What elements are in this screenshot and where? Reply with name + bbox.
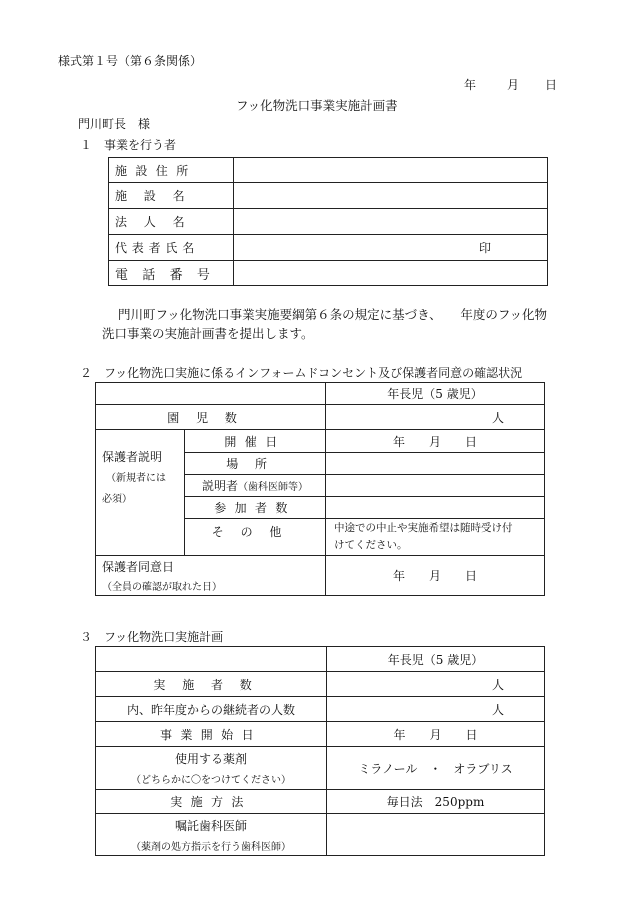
value-other: 中途での中止や実施希望は随時受け付 けてください。	[326, 519, 545, 556]
value-dentist[interactable]	[327, 814, 545, 856]
value-drug[interactable]: ミラノール ・ オラブリス	[327, 747, 545, 790]
page-title: フッ化物洗口事業実施計画書	[236, 98, 398, 113]
label-participants: 参加者数	[185, 497, 326, 519]
value-participants[interactable]	[326, 497, 545, 519]
label-drug: 使用する薬剤 （どちらかに〇をつけてください）	[96, 747, 327, 790]
date-day: 日	[545, 78, 558, 92]
label-facility-name: 施設名	[109, 183, 234, 209]
date-month: 月	[507, 78, 520, 92]
label-dentist: 嘱託歯科医師 （薬剤の処方指示を行う歯科医師）	[96, 814, 327, 856]
label-held-date: 開催日	[185, 430, 326, 453]
applicant-table	[108, 157, 548, 286]
form-number: 様式第１号（第６条関係）	[58, 54, 203, 68]
value-representative[interactable]	[234, 235, 548, 261]
value-held-date[interactable]: 年 月 日	[326, 430, 545, 453]
value-explainer[interactable]	[326, 475, 545, 497]
unit-person: 人	[491, 410, 504, 425]
label-corporation-name: 法人名	[109, 209, 234, 235]
label-implementers: 実施者数	[96, 672, 327, 697]
statement-line1: 門川町フッ化物洗口事業実施要綱第６条の規定に基づき、 年度のフッ化物	[118, 307, 548, 322]
value-continuing[interactable]: 人	[327, 697, 545, 722]
statement-line2: 洗口事業の実施計画書を提出します。	[102, 326, 314, 341]
value-corporation-name[interactable]	[234, 209, 548, 235]
value-facility-address[interactable]	[234, 158, 548, 183]
label-method: 実施方法	[96, 790, 327, 814]
seal-mark: 印	[478, 241, 491, 255]
date-year: 年	[464, 78, 477, 92]
label-start-date: 事業開始日	[96, 722, 327, 747]
s2-col-header: 年長児（5 歳児）	[326, 383, 545, 405]
addressee: 門川町長 様	[78, 117, 151, 131]
plan-table	[95, 646, 545, 856]
label-continuing: 内、昨年度からの継続者の人数	[96, 697, 327, 722]
label-representative: 代表者氏名	[109, 235, 234, 261]
value-method: 毎日法 250ppm	[327, 790, 545, 814]
value-start-date[interactable]: 年 月 日	[327, 722, 545, 747]
label-children-count: 園児数	[96, 405, 326, 430]
value-consent-date[interactable]: 年 月 日	[326, 556, 545, 596]
value-phone[interactable]	[234, 261, 548, 286]
label-facility-address: 施設住所	[109, 158, 234, 183]
value-facility-name[interactable]	[234, 183, 548, 209]
section3-heading: ３ フッ化物洗口実施計画	[80, 630, 224, 644]
label-explainer: 説明者（歯科医師等）	[185, 475, 326, 497]
label-guardian-explanation: 保護者説明 （新規者には 必須）	[96, 430, 185, 556]
label-other: その他	[185, 519, 326, 556]
consent-table	[95, 382, 545, 596]
label-phone: 電話番号	[109, 261, 234, 286]
section1-heading: １ 事業を行う者	[80, 138, 177, 152]
section2-heading: ２ フッ化物洗口実施に係るインフォームドコンセント及び保護者同意の確認状況	[80, 366, 523, 380]
value-children-count[interactable]	[326, 405, 545, 430]
label-consent-date: 保護者同意日 （全員の確認が取れた日）	[96, 556, 326, 596]
label-place: 場所	[185, 453, 326, 475]
s3-col-header: 年長児（5 歳児）	[327, 647, 545, 672]
value-implementers[interactable]: 人	[327, 672, 545, 697]
value-place[interactable]	[326, 453, 545, 475]
